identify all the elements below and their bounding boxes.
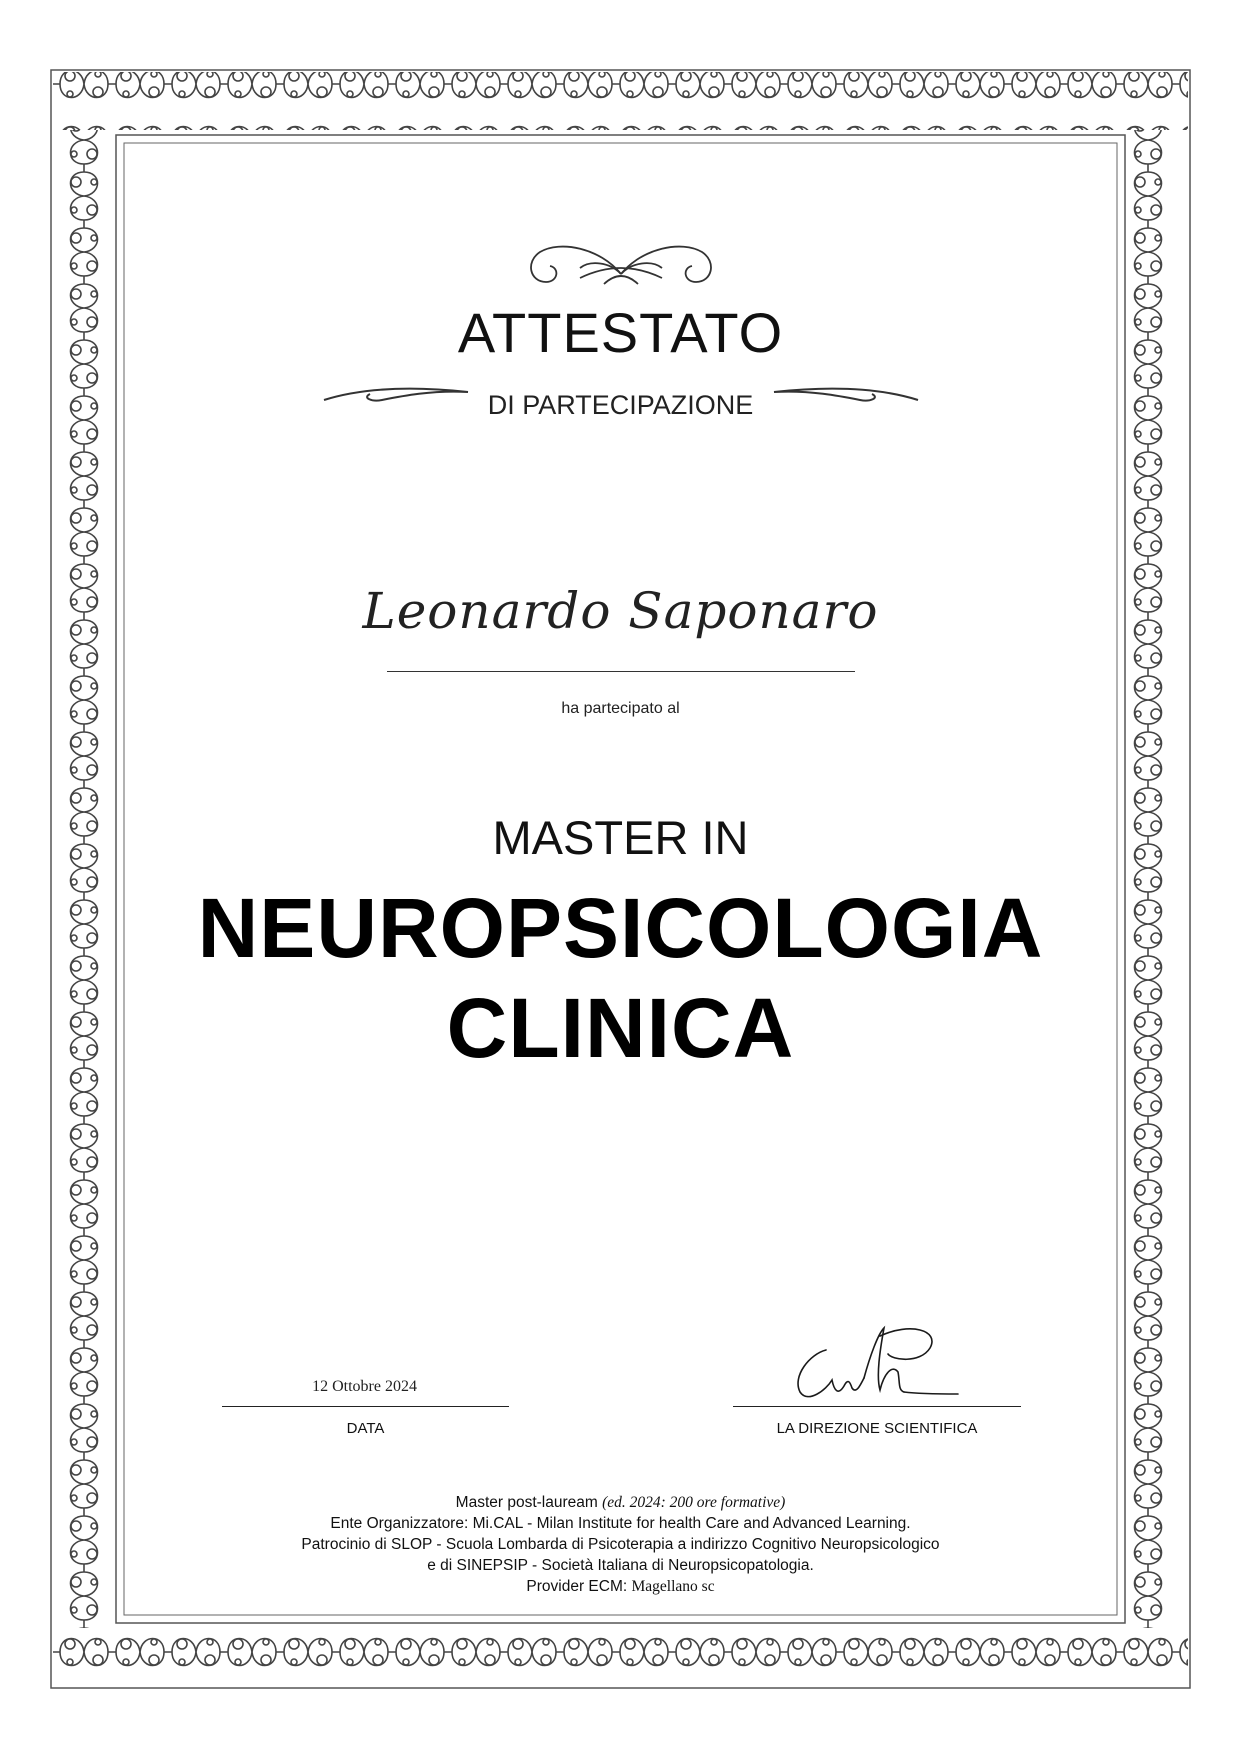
- date-label: DATA: [346, 1420, 385, 1437]
- signature-label: LA DIREZIONE SCIENTIFICA: [776, 1420, 978, 1437]
- footer-line-5: [0, 1576, 1241, 1597]
- top-flourish: [520, 238, 722, 294]
- footer-notes: [0, 1492, 1241, 1597]
- participated-text: ha partecipato al: [561, 700, 680, 717]
- footer-edition: (ed. 2024: 200 ore formative): [602, 1494, 786, 1511]
- footer-line-4: e di SINEPSIP - Società Italiana di Neuropsicopatologia.: [427, 1557, 814, 1574]
- signature-line: [733, 1406, 1021, 1407]
- footer-line-1: [0, 1492, 1241, 1513]
- program-title-line2: CLINICA: [446, 981, 795, 1075]
- certificate-subtitle: DI PARTECIPAZIONE: [487, 390, 754, 420]
- program-title-line1: NEUROPSICOLOGIA: [197, 881, 1044, 975]
- footer-master-type: Master post-lauream: [455, 1494, 598, 1511]
- footer-line-2: Ente Organizzatore: Mi.CAL - Milan Institute for health Care and Advanced Learning.: [330, 1515, 911, 1532]
- recipient-name: Leonardo Saponaro: [362, 582, 879, 640]
- program-title: [0, 878, 1241, 1078]
- name-underline: [387, 671, 855, 672]
- date-line: [222, 1406, 509, 1407]
- footer-provider-value: Magellano sc: [631, 1578, 715, 1595]
- program-prefix: MASTER IN: [492, 811, 749, 864]
- date-value: 12 Ottobre 2024: [312, 1378, 417, 1395]
- right-flourish: [772, 382, 920, 406]
- handwritten-signature: [780, 1320, 960, 1410]
- footer-provider-label: Provider ECM:: [526, 1578, 628, 1595]
- footer-line-3: Patrocinio di SLOP - Scuola Lombarda di Psicoterapia a indirizzo Cognitivo Neuropsicologico: [301, 1536, 940, 1553]
- certificate-title: ATTESTATO: [457, 301, 784, 364]
